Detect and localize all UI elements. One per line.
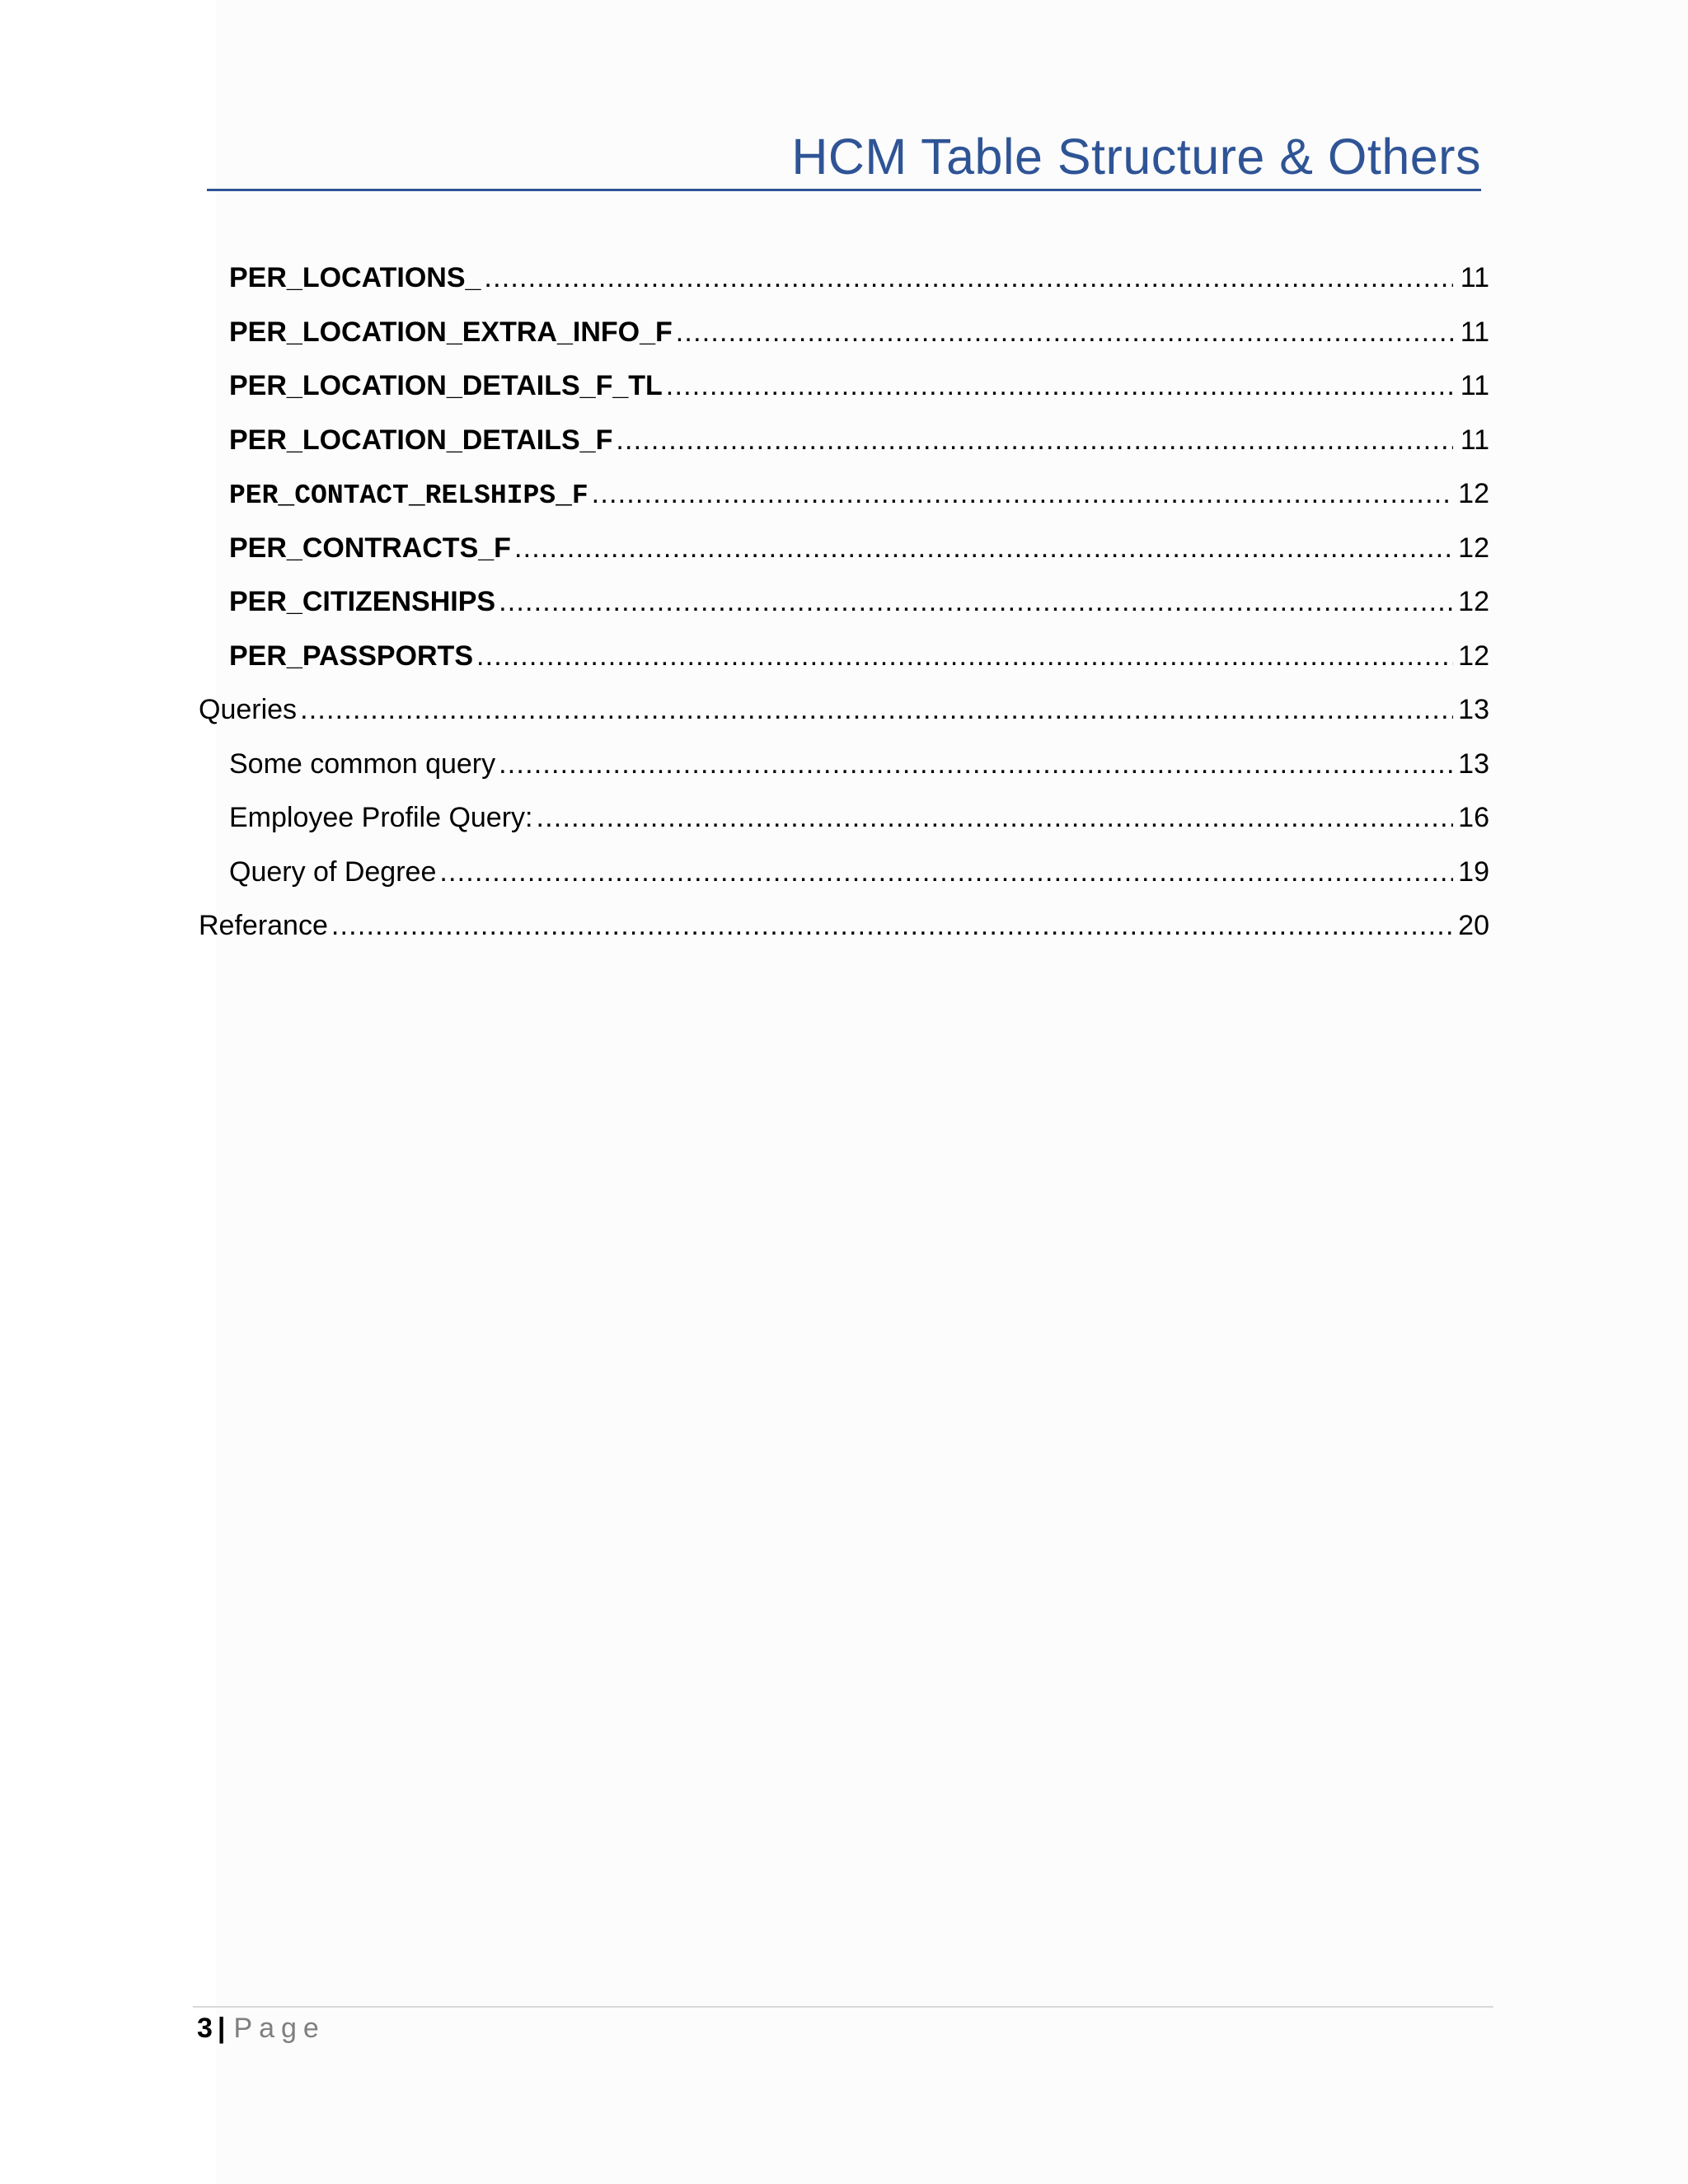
toc-entry[interactable]: [199, 642, 1489, 696]
toc-entry-label: Referance: [199, 910, 328, 941]
toc-entry-page: 11: [1460, 262, 1489, 293]
toc-entry-page: 13: [1458, 748, 1489, 780]
toc-dot-leader: [592, 480, 1453, 508]
toc-dot-leader: [300, 696, 1453, 724]
toc-dot-leader: [499, 588, 1453, 616]
toc-entry-label: PER_PASSPORTS: [229, 640, 474, 672]
toc-entry-label: Some common query: [229, 748, 496, 780]
toc-entry[interactable]: [199, 588, 1489, 642]
toc-entry-page: 12: [1458, 640, 1489, 672]
toc-dot-leader: [514, 534, 1453, 562]
page-footer: [197, 2014, 326, 2042]
toc-entry-page: 20: [1458, 910, 1489, 941]
toc-entry[interactable]: [199, 750, 1489, 804]
toc-entry-label: PER_LOCATION_DETAILS_F_TL: [229, 370, 663, 401]
toc-dot-leader: [484, 264, 1453, 292]
toc-dot-leader: [666, 372, 1453, 400]
toc-entry-label: PER_CONTACT_RELSHIPS_F: [229, 480, 588, 511]
toc-entry[interactable]: [199, 264, 1489, 318]
toc-entry-label: PER_CITIZENSHIPS: [229, 586, 496, 617]
toc-entry-page: 12: [1458, 586, 1489, 617]
toc-entry-label: Query of Degree: [229, 855, 437, 888]
toc-entry[interactable]: [199, 318, 1489, 373]
toc-entry-label: Queries: [199, 694, 298, 725]
toc-dot-leader: [499, 750, 1453, 778]
toc-entry[interactable]: [199, 804, 1489, 858]
toc-entry-page: 12: [1458, 478, 1489, 509]
toc-entry[interactable]: [199, 696, 1489, 750]
toc-entry[interactable]: [199, 426, 1489, 480]
footer-page-word: Page: [233, 2013, 326, 2044]
footer-rule: [193, 2006, 1493, 2008]
toc-entry[interactable]: [199, 912, 1489, 966]
toc-entry[interactable]: [199, 372, 1489, 426]
toc-dot-leader: [676, 318, 1453, 346]
toc-entry-page: 11: [1460, 316, 1489, 348]
toc-entry-page: 11: [1460, 424, 1489, 456]
header-rule: [207, 189, 1481, 191]
toc-entry-page: 19: [1458, 855, 1489, 888]
footer-page-number: 3: [197, 2013, 213, 2044]
toc-entry-label: PER_LOCATION_EXTRA_INFO_F: [229, 316, 673, 348]
toc-entry-label: PER_CONTRACTS_F: [229, 532, 511, 564]
toc-entry[interactable]: [199, 855, 1489, 912]
header-title: HCM Table Structure & Others: [791, 129, 1481, 185]
toc-entry[interactable]: [199, 480, 1489, 534]
toc-dot-leader: [616, 426, 1453, 454]
toc-entry[interactable]: [199, 534, 1489, 588]
toc-dot-leader: [537, 804, 1454, 832]
footer-separator: |: [217, 2013, 226, 2044]
toc-entry-label: Employee Profile Query:: [229, 802, 533, 833]
toc-entry-label: PER_LOCATIONS_: [229, 262, 481, 293]
toc-entry-page: 16: [1458, 802, 1489, 833]
toc-dot-leader: [439, 858, 1453, 886]
table-of-contents: [199, 264, 1489, 966]
toc-dot-leader: [331, 912, 1453, 940]
toc-entry-page: 13: [1458, 694, 1489, 725]
toc-dot-leader: [476, 642, 1453, 670]
toc-entry-page: 11: [1460, 370, 1489, 401]
toc-entry-label: PER_LOCATION_DETAILS_F: [229, 424, 613, 456]
toc-entry-page: 12: [1458, 532, 1489, 564]
